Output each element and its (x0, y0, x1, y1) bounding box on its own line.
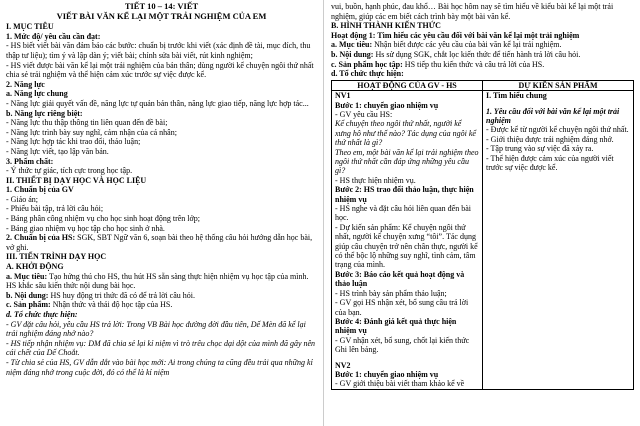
table-row (332, 91, 634, 390)
heading-line: 3. Phẩm chất: (6, 156, 54, 166)
text-line: b. Nội dung: Hs sử dụng SGK, chắt lọc kiến thức để tiến hành trả lời câu hỏi. (331, 49, 581, 59)
text-line: - HS viết được bài văn kể lại một trải nghiệm của bản thân; dùng người kể chuyện ngôi thứ nhất chia sẻ trải nghiệm và thể hiện cảm xúc trước sự việc được kể. (6, 60, 314, 80)
heading-line: Bước 1: chuyển giao nhiệm vụ (335, 369, 439, 379)
document-page-right (325, 0, 640, 426)
table-cell-activities (332, 91, 483, 390)
activity-table (331, 80, 634, 390)
text-line: 2. Chuẩn bị của HS: SGK, SBT Ngữ văn 6, soạn bài theo hệ thống câu hỏi hướng dẫn học bài, vở ghi. (6, 233, 313, 252)
heading-line: VIẾT BÀI VĂN KỂ LẠI MỘT TRẢI NGHIỆM CỦA EM (56, 10, 267, 21)
heading-line: a. Năng lực chung (6, 89, 68, 99)
heading-line: 1. Mức độ/ yêu cầu cần đạt: (6, 31, 101, 41)
heading-line: NV1 (335, 91, 351, 101)
text-line: - Được kể từ người kể chuyện ngôi thứ nhất. (486, 125, 629, 135)
right-page-body (325, 0, 640, 390)
heading-line: I. Tìm hiểu chung (486, 91, 547, 101)
left-page-body (0, 0, 323, 377)
text-line: - Năng lực giải quyết vấn đề, năng lực tự quản bản thân, năng lực giao tiếp, năng lực hợp tác... (6, 98, 309, 108)
heading-line: Hoạt động 1: Tìm hiểu các yêu cầu đối với bài văn kể lại một trải nghiệm (331, 30, 580, 40)
text-line: b. Nội dung: HS huy động tri thức đã có để trả lời câu hỏi. (6, 290, 196, 300)
heading-line: I. MỤC TIÊU (6, 22, 54, 32)
text-line: - Phiếu bài tập, trả lời câu hỏi; (6, 204, 104, 214)
text-line: - GV gọi HS nhận xét, bổ sung câu trả lời của bạn. (335, 298, 469, 317)
heading-line: Bước 2: HS trao đổi thảo luận, thực hiện nhiệm vụ (335, 185, 474, 204)
text-line: a. Mục tiêu: Tạo hứng thú cho HS, thu hút HS sẵn sàng thực hiện nhiệm vụ học tập của mình. HS khắc sâu kiến thức nội dung bài học. (6, 271, 309, 291)
heading-line: TIẾT 10 – 14: VIẾT (124, 1, 199, 11)
text-line: - Năng lực thu thập thông tin liên quan đến đề bài; (6, 118, 168, 128)
heading-line: NV2 (335, 360, 351, 370)
heading-line: 1. Chuẩn bị của GV (6, 185, 74, 195)
text-line: - HS trình bày sản phẩm thảo luận; (335, 288, 447, 298)
table-cell-products (483, 91, 634, 390)
text-line: - GV yêu cầu HS: (335, 109, 393, 119)
text-line: 1. Yêu cầu đối với bài văn kể lại một trải nghiệm (486, 106, 620, 125)
heading-line: III. TIẾN TRÌNH DẠY HỌC (6, 252, 107, 262)
text-line: vui, buồn, hạnh phúc, đau khổ… Bài học hôm nay sẽ tìm hiểu về kiểu bài kể lại một trải nghiệm, giúp các em biết cách trình bày một bài văn kể. (331, 2, 614, 21)
text-line: Kể chuyện theo ngôi thứ nhất, người kể xưng hô như thế nào? Tác dụng của ngôi kể thứ nhất là gì? (335, 119, 476, 148)
text-line: - Thể hiện được cảm xúc của người viết trước sự việc được kể. (486, 153, 614, 172)
heading-line: 2. Năng lực (6, 79, 45, 89)
text-line: - Tập trung vào sự việc đã xảy ra. (486, 144, 594, 154)
heading-line: B. HÌNH THÀNH KIẾN THỨC (331, 21, 441, 31)
text-line: - Bảng giao nhiệm vụ học tập cho học sinh ở nhà. (6, 223, 165, 233)
text-line: d. Tổ chức thực hiện: (6, 310, 78, 319)
text-line: - Năng lực trình bày suy nghĩ, cảm nhận của cá nhân; (6, 127, 177, 137)
heading-line: A. KHỞI ĐỘNG (6, 262, 64, 272)
table-header-row (332, 80, 634, 90)
heading-line: d. Tổ chức thực hiện: (331, 69, 404, 79)
heading-line: Bước 1: chuyển giao nhiệm vụ (335, 100, 439, 110)
text-line: - Ý thức tự giác, tích cực trong học tập. (6, 166, 133, 176)
text-line: - HS tiếp nhận nhiệm vụ: DM đã chia sẻ lại kỉ niệm vì trò trêu chọc dại dột của mình đã gây nên cái chết của Dế Choắt. (6, 338, 316, 358)
text-line: - GV đặt câu hỏi, yêu cầu HS trả lời: Trong VB Bài học đường đời đầu tiên, Dế Mèn đã kể lại trải nghiệm đáng nhớ nào? (6, 319, 306, 339)
text-line: - Dự kiến sản phẩm: Kể chuyện ngôi thứ nhất, người kể chuyện xưng “tôi”. Tác dụng giúp câu chuyện trở nên chân thực, người kể có thể bộc lộ những suy nghĩ, tình cảm, tâm trạng của mình. (335, 222, 478, 270)
text-line: - GV nhận xét, bổ sung, chốt lại kiến thức Ghi lên bảng. (335, 335, 470, 355)
text-line: - GV giới thiệu bài viết tham khảo kể về (335, 379, 465, 389)
text-line: c. Sản phẩm: Nhận thức và thái độ học tập của HS. (6, 300, 173, 310)
text-line: a. Mục tiêu: Nhận biết được các yêu cầu của bài văn kể lại trải nghiệm. (331, 40, 562, 50)
text-line: c. Sản phẩm học tập: HS tiếp thu kiến thức và câu trả lời của HS. (331, 59, 545, 69)
right-page-text (331, 2, 634, 79)
table-header-teacher-student: HOẠT ĐỘNG CỦA GV - HS (332, 80, 483, 90)
text-line: - Năng lực viết, tạo lập văn bản. (6, 146, 109, 156)
text-line: Theo em, một bài văn kể lại trải nghiệm theo ngôi thứ nhất cần đáp ứng những yêu cầu gì? (335, 147, 479, 176)
text-line: - HS thực hiện nhiệm vụ. (335, 175, 416, 185)
heading-line: Bước 3: Báo cáo kết quả hoạt động và thảo luận (335, 269, 465, 289)
text-line: - Từ chia sẻ của HS, GV dẫn dắt vào bài học mới: Ai trong chúng ta cũng đều trải qua những kỉ niệm đáng nhớ trong cuộc đời, đó có thể là kỉ niệm (6, 357, 313, 377)
heading-line: Bước 4: Đánh giá kết quả thực hiện nhiệm vụ (335, 316, 457, 336)
heading-line: II. THIẾT BỊ DẠY HỌC VÀ HỌC LIỆU (6, 175, 147, 185)
text-line: - Bảng phân công nhiệm vụ cho học sinh hoạt động trên lớp; (6, 214, 200, 224)
text-line: - Năng lực hợp tác khi trao đổi, thảo luận; (6, 137, 141, 147)
heading-line: b. Năng lực riêng biệt: (6, 108, 83, 118)
table-header-expected-product: DỰ KIẾN SẢN PHẨM (483, 80, 634, 90)
text-line: - Giới thiệu được trải nghiệm đáng nhớ. (486, 134, 614, 144)
text-line: - HS nghe và đặt câu hỏi liên quan đến bài học. (335, 204, 471, 223)
text-line: - HS biết viết bài văn đảm bảo các bước: chuẩn bị trước khi viết (xác định đề tài, mục đích, thu thập tư liệu); tìm ý và lập dàn ý; viết bài; chỉnh sửa bài viết, rút kinh nghiệm; (6, 41, 311, 60)
text-line: - Giáo án; (6, 194, 38, 204)
